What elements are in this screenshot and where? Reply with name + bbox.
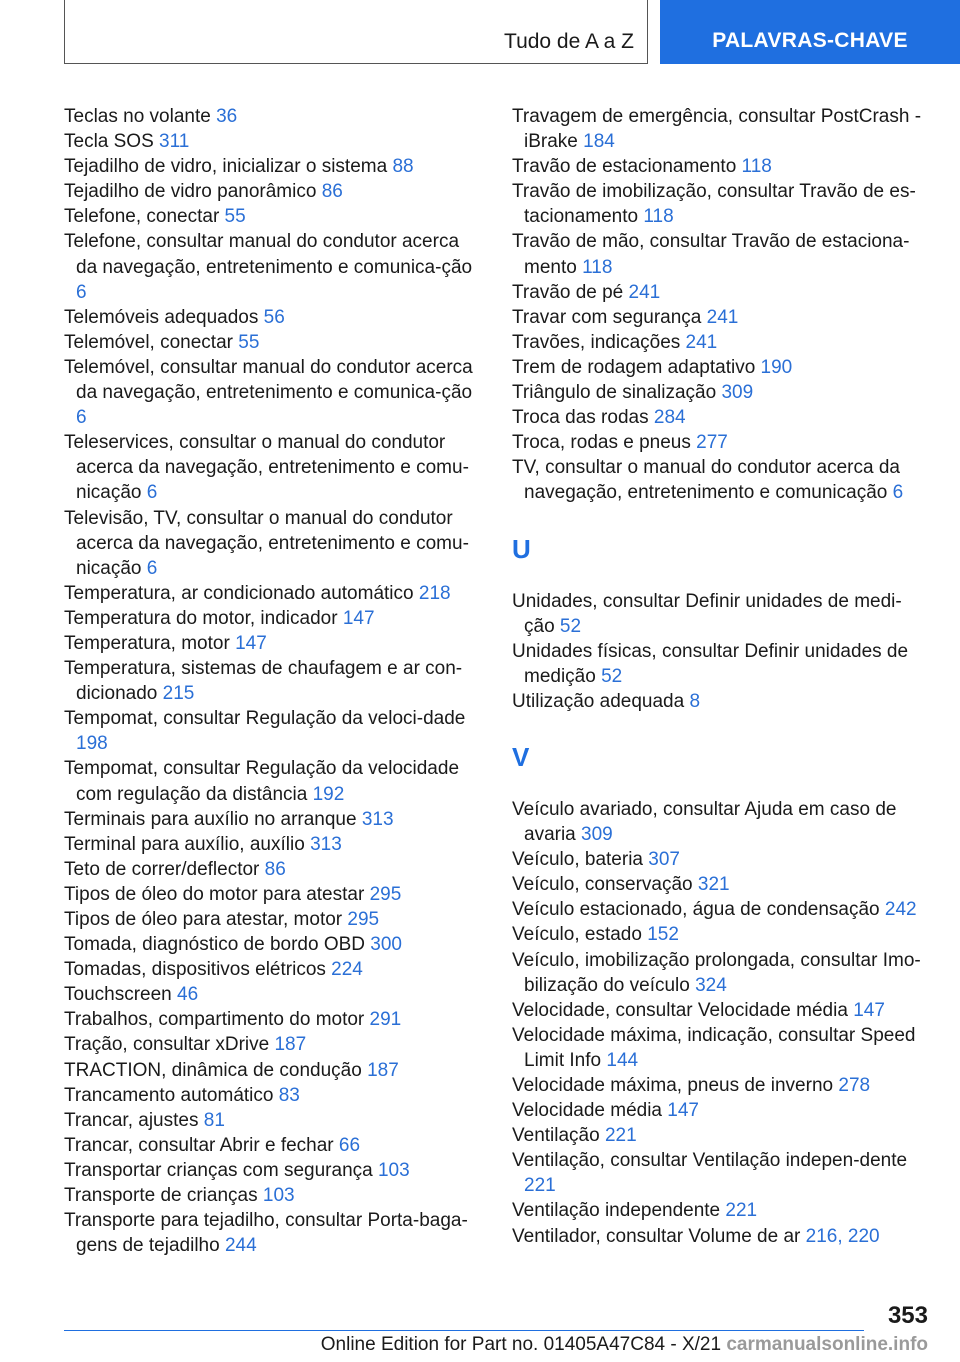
entry-text: Tipos de óleo do motor para atestar bbox=[64, 883, 370, 905]
index-entry bbox=[512, 355, 932, 380]
entry-text: Tomada, diagnóstico de bordo OBD bbox=[64, 934, 371, 956]
page-link[interactable]: 307 bbox=[648, 849, 680, 871]
footer-rule bbox=[64, 1330, 864, 1331]
index-entry bbox=[64, 1058, 484, 1083]
index-entry bbox=[64, 1108, 484, 1133]
entry-text: Veículo avariado, consultar Ajuda em caso de avaria bbox=[512, 798, 897, 846]
entry-text: Tejadilho de vidro panorâmico bbox=[64, 181, 322, 203]
index-entry bbox=[64, 631, 484, 656]
index-entry bbox=[64, 857, 484, 882]
index-entry bbox=[512, 797, 932, 847]
edition-text: Online Edition for Part no. 01405A47C84 - X/21 bbox=[320, 1334, 722, 1355]
watermark: carmanualsonline.info bbox=[726, 1334, 928, 1355]
index-entry bbox=[64, 305, 484, 330]
page-link[interactable]: 6 bbox=[146, 482, 158, 504]
page-link[interactable]: 215 bbox=[162, 683, 195, 705]
entries-t-continued bbox=[512, 104, 932, 506]
entry-text: Televisão, TV, consultar o manual do condutor acerca da navegação, entretenimento e comu‐nicação bbox=[64, 507, 469, 579]
index-entry bbox=[512, 104, 932, 154]
page-link[interactable]: 242 bbox=[884, 899, 917, 921]
entry-text: Telemóveis adequados bbox=[64, 306, 264, 328]
entry-text: Tejadilho de vidro, inicializar o sistema bbox=[64, 156, 393, 178]
entry-text: Travão de estacionamento bbox=[512, 156, 742, 178]
page-link[interactable]: 187 bbox=[274, 1034, 307, 1056]
entry-text: Tempomat, consultar Regulação da veloci‐dade bbox=[64, 708, 466, 730]
index-entry bbox=[512, 847, 932, 872]
index-entry bbox=[64, 656, 484, 706]
index-entry bbox=[512, 948, 932, 998]
section-letter-v: V bbox=[512, 741, 530, 772]
entries-v bbox=[512, 797, 932, 1249]
index-entry bbox=[512, 455, 932, 505]
index-entry bbox=[64, 606, 484, 631]
page-link[interactable]: 278 bbox=[838, 1075, 871, 1096]
entry-text: TRACTION, dinâmica de condução bbox=[64, 1059, 368, 1081]
entry-text: Tomadas, dispositivos elétricos bbox=[64, 959, 332, 981]
page-link[interactable]: 244 bbox=[224, 1235, 257, 1257]
section-title: Tudo de A a Z bbox=[504, 30, 634, 53]
index-entry bbox=[512, 1123, 932, 1148]
page-link[interactable]: 313 bbox=[310, 833, 342, 855]
keywords-tab[interactable] bbox=[660, 0, 960, 64]
index-entry bbox=[64, 882, 484, 907]
entry-text: Transporte para tejadilho, consultar Porta-baga‐gens de tejadilho bbox=[64, 1210, 468, 1257]
index-entry bbox=[512, 1098, 932, 1123]
page-link[interactable]: 152 bbox=[647, 924, 679, 946]
page-link[interactable]: 324 bbox=[695, 974, 727, 996]
page-link[interactable]: 83 bbox=[278, 1084, 300, 1106]
index-entry bbox=[64, 932, 484, 957]
page-link[interactable]: 184 bbox=[583, 131, 615, 153]
page-link[interactable]: 144 bbox=[606, 1049, 639, 1071]
page-link[interactable]: 147 bbox=[853, 999, 885, 1021]
entry-text: Tração, consultar xDrive bbox=[64, 1034, 275, 1056]
index-entry bbox=[64, 581, 484, 606]
entry-text: Trancar, ajustes bbox=[64, 1109, 204, 1131]
page-link[interactable]: 81 bbox=[203, 1109, 225, 1131]
index-entry bbox=[512, 1224, 932, 1249]
entry-text: Velocidade média bbox=[512, 1100, 668, 1122]
entry-text: Veículo, bateria bbox=[512, 849, 649, 871]
page-link[interactable]: 216, 220 bbox=[805, 1225, 880, 1247]
page-link[interactable]: 284 bbox=[653, 407, 686, 429]
page-link[interactable]: 300 bbox=[370, 934, 402, 956]
entry-text: Travagem de emergência, consultar PostCrash - iBrake bbox=[512, 106, 922, 153]
page-link[interactable]: 221 bbox=[725, 1200, 758, 1222]
page-link[interactable]: 6 bbox=[146, 557, 158, 579]
index-entry bbox=[64, 330, 484, 355]
index-entry bbox=[64, 129, 484, 154]
index-entry bbox=[64, 1183, 484, 1208]
page-link[interactable]: 8 bbox=[689, 690, 701, 712]
page-link[interactable]: 147 bbox=[342, 607, 375, 629]
index-entry bbox=[64, 982, 484, 1007]
page-link[interactable]: 147 bbox=[667, 1100, 699, 1122]
index-entry bbox=[512, 1073, 932, 1098]
page-link[interactable]: 55 bbox=[238, 331, 260, 353]
index-entry bbox=[64, 1133, 484, 1158]
page-link[interactable]: 86 bbox=[321, 181, 343, 203]
entry-text: Transporte de crianças bbox=[64, 1185, 263, 1207]
index-entry bbox=[64, 104, 484, 129]
entry-text: Temperatura do motor, indicador bbox=[64, 607, 343, 629]
page-link[interactable]: 241 bbox=[706, 306, 739, 328]
entry-text: Temperatura, motor bbox=[64, 632, 236, 654]
page-link[interactable]: 241 bbox=[628, 281, 661, 303]
entry-text: Trancar, consultar Abrir e fechar bbox=[64, 1134, 339, 1156]
page-link[interactable]: 309 bbox=[721, 382, 754, 404]
page-link[interactable]: 313 bbox=[361, 808, 394, 830]
index-entry bbox=[512, 1023, 932, 1073]
entry-text: Ventilação independente bbox=[512, 1200, 726, 1222]
page-link[interactable]: 311 bbox=[159, 131, 190, 153]
entry-text: Transportar crianças com segurança bbox=[64, 1159, 378, 1181]
page-link[interactable]: 36 bbox=[216, 106, 238, 127]
entry-text: Ventilação bbox=[512, 1125, 605, 1147]
page-link[interactable]: 321 bbox=[697, 874, 730, 896]
entry-text: Veículo estacionado, água de condensação bbox=[512, 899, 885, 921]
page-link[interactable]: 198 bbox=[76, 733, 108, 755]
index-entry bbox=[512, 872, 932, 897]
index-entry bbox=[512, 639, 932, 689]
entry-text: Teclas no volante bbox=[64, 106, 217, 127]
entry-text: Terminal para auxílio, auxílio bbox=[64, 833, 311, 855]
index-entry bbox=[512, 405, 932, 430]
entry-text: Teto de correr/deflector bbox=[64, 858, 265, 880]
page-link[interactable]: 295 bbox=[369, 883, 402, 905]
index-entry bbox=[64, 179, 484, 204]
index-entry bbox=[64, 957, 484, 982]
page-link[interactable]: 187 bbox=[367, 1059, 399, 1081]
entry-text: Tecla SOS bbox=[64, 131, 160, 153]
index-entry bbox=[64, 1158, 484, 1183]
index-entry bbox=[64, 229, 484, 304]
index-entry bbox=[512, 998, 932, 1023]
entry-text: Troca, rodas e pneus bbox=[512, 432, 697, 454]
index-entry bbox=[64, 756, 484, 806]
entry-text: Tipos de óleo para atestar, motor bbox=[64, 909, 348, 930]
entry-text: Travão de imobilização, consultar Travão de es‐tacionamento bbox=[512, 181, 916, 228]
page-link[interactable]: 6 bbox=[76, 407, 87, 429]
page-link[interactable]: 221 bbox=[524, 1175, 556, 1197]
right-column bbox=[512, 104, 932, 1249]
entry-text: Telefone, conectar bbox=[64, 206, 225, 228]
index-entry bbox=[64, 832, 484, 857]
index-entry bbox=[512, 1198, 932, 1223]
entry-text: Velocidade máxima, indicação, consultar Speed Limit Info bbox=[512, 1024, 916, 1071]
entry-text: Trabalhos, compartimento do motor bbox=[64, 1009, 370, 1031]
index-entry bbox=[512, 280, 932, 305]
page-link[interactable]: 309 bbox=[581, 824, 613, 846]
entry-text: Travão de pé bbox=[512, 281, 629, 303]
page-link[interactable]: 103 bbox=[262, 1185, 295, 1207]
entry-text: Ventilação, consultar Ventilação indepen‐dente bbox=[512, 1150, 908, 1172]
page-link[interactable]: 118 bbox=[582, 256, 613, 278]
page-link[interactable]: 277 bbox=[696, 432, 728, 454]
entry-text: Teleservices, consultar o manual do condutor acerca da navegação, entretenimento e comu‐nicação bbox=[64, 432, 469, 504]
index-entry bbox=[64, 807, 484, 832]
page-link[interactable]: 103 bbox=[377, 1159, 410, 1181]
page-link[interactable]: 221 bbox=[604, 1125, 637, 1147]
index-entry bbox=[64, 355, 484, 430]
entry-text: Telemóvel, conectar bbox=[64, 331, 239, 353]
entry-text: Velocidade, consultar Velocidade média bbox=[512, 999, 854, 1021]
index-entry bbox=[512, 380, 932, 405]
entry-text: Veículo, estado bbox=[512, 924, 648, 946]
page-link[interactable]: 6 bbox=[892, 482, 904, 504]
index-entry bbox=[64, 1208, 484, 1258]
page-link[interactable]: 190 bbox=[760, 356, 793, 378]
index-entry bbox=[64, 1083, 484, 1108]
entry-text: Trem de rodagem adaptativo bbox=[512, 356, 761, 378]
footer bbox=[321, 1334, 928, 1356]
index-entry bbox=[512, 179, 932, 229]
page-link[interactable]: 224 bbox=[331, 959, 363, 981]
index-entry bbox=[512, 922, 932, 947]
index-entry bbox=[64, 154, 484, 179]
index-entry bbox=[64, 430, 484, 505]
page-number: 353 bbox=[887, 1302, 928, 1329]
entry-text: Triângulo de sinalização bbox=[512, 382, 722, 404]
page-link[interactable]: 241 bbox=[685, 331, 718, 353]
section-letter-u: U bbox=[512, 533, 531, 564]
entry-text: Trancamento automático bbox=[64, 1084, 279, 1106]
entry-text: Troca das rodas bbox=[512, 407, 654, 429]
index-entry bbox=[64, 907, 484, 932]
entry-text: Telemóvel, consultar manual do condutor acerca da navegação, entretenimento e comunica‐ção bbox=[64, 356, 473, 404]
index-entry bbox=[512, 154, 932, 179]
page-link[interactable]: 218 bbox=[418, 582, 451, 604]
entry-text: Tempomat, consultar Regulação da velocidade com regulação da distância bbox=[64, 758, 460, 805]
left-column bbox=[64, 104, 484, 1258]
entry-text: Veículo, conservação bbox=[512, 874, 698, 896]
entry-text: Unidades, consultar Definir unidades de medi‐ção bbox=[512, 590, 902, 637]
entry-text: Ventilador, consultar Volume de ar bbox=[512, 1225, 806, 1247]
index-entry bbox=[512, 589, 932, 639]
page-link[interactable]: 55 bbox=[224, 206, 246, 228]
entry-text: Utilização adequada bbox=[512, 690, 690, 712]
keywords-tab-label: PALAVRAS-CHAVE bbox=[712, 29, 908, 52]
entry-text: Travar com segurança bbox=[512, 306, 707, 328]
page-link[interactable]: 52 bbox=[559, 615, 582, 637]
page-link[interactable]: 147 bbox=[235, 632, 267, 654]
entry-text: Temperatura, sistemas de chaufagem e ar con‐dicionado bbox=[64, 658, 463, 705]
index-entry bbox=[64, 706, 484, 756]
page-link[interactable]: 291 bbox=[369, 1009, 402, 1031]
index-entry bbox=[512, 1148, 932, 1198]
entry-text: Veículo, imobilização prolongada, consultar Imo‐bilização do veículo bbox=[512, 949, 921, 996]
entry-text: Temperatura, ar condicionado automático bbox=[64, 582, 419, 604]
index-entry bbox=[512, 305, 932, 330]
index-entry bbox=[64, 204, 484, 229]
page-link[interactable]: 118 bbox=[741, 156, 772, 178]
index-entry bbox=[512, 897, 932, 922]
entry-text: TV, consultar o manual do condutor acerca da navegação, entretenimento e comunicação bbox=[512, 457, 900, 504]
index-entry bbox=[64, 506, 484, 581]
page-link[interactable]: 118 bbox=[643, 206, 674, 228]
index-entry bbox=[64, 1032, 484, 1057]
entry-text: Touchscreen bbox=[64, 984, 178, 1006]
index-entry bbox=[512, 689, 932, 714]
index-entry bbox=[512, 229, 932, 279]
page-link[interactable]: 56 bbox=[263, 306, 285, 328]
page-link[interactable]: 46 bbox=[177, 984, 199, 1006]
page-link[interactable]: 66 bbox=[338, 1134, 361, 1156]
page-link[interactable]: 88 bbox=[392, 156, 414, 178]
page-link[interactable]: 295 bbox=[347, 909, 380, 930]
entry-text: Travão de mão, consultar Travão de estaciona‐mento bbox=[512, 231, 910, 278]
page-link[interactable]: 52 bbox=[601, 665, 623, 687]
index-entry bbox=[64, 1007, 484, 1032]
entry-text: Terminais para auxílio no arranque bbox=[64, 808, 362, 830]
index-entry bbox=[512, 330, 932, 355]
entries-u bbox=[512, 589, 932, 714]
entry-text: Unidades físicas, consultar Definir unidades de medição bbox=[512, 640, 909, 687]
page-link[interactable]: 192 bbox=[312, 783, 345, 805]
page-link[interactable]: 86 bbox=[264, 858, 286, 880]
entry-text: Telefone, consultar manual do condutor acerca da navegação, entretenimento e comunica‐ção bbox=[64, 231, 473, 278]
entry-text: Travões, indicações bbox=[512, 331, 686, 353]
index-entry bbox=[512, 430, 932, 455]
page-link[interactable]: 6 bbox=[76, 281, 87, 303]
entry-text: Velocidade máxima, pneus de inverno bbox=[512, 1075, 839, 1096]
